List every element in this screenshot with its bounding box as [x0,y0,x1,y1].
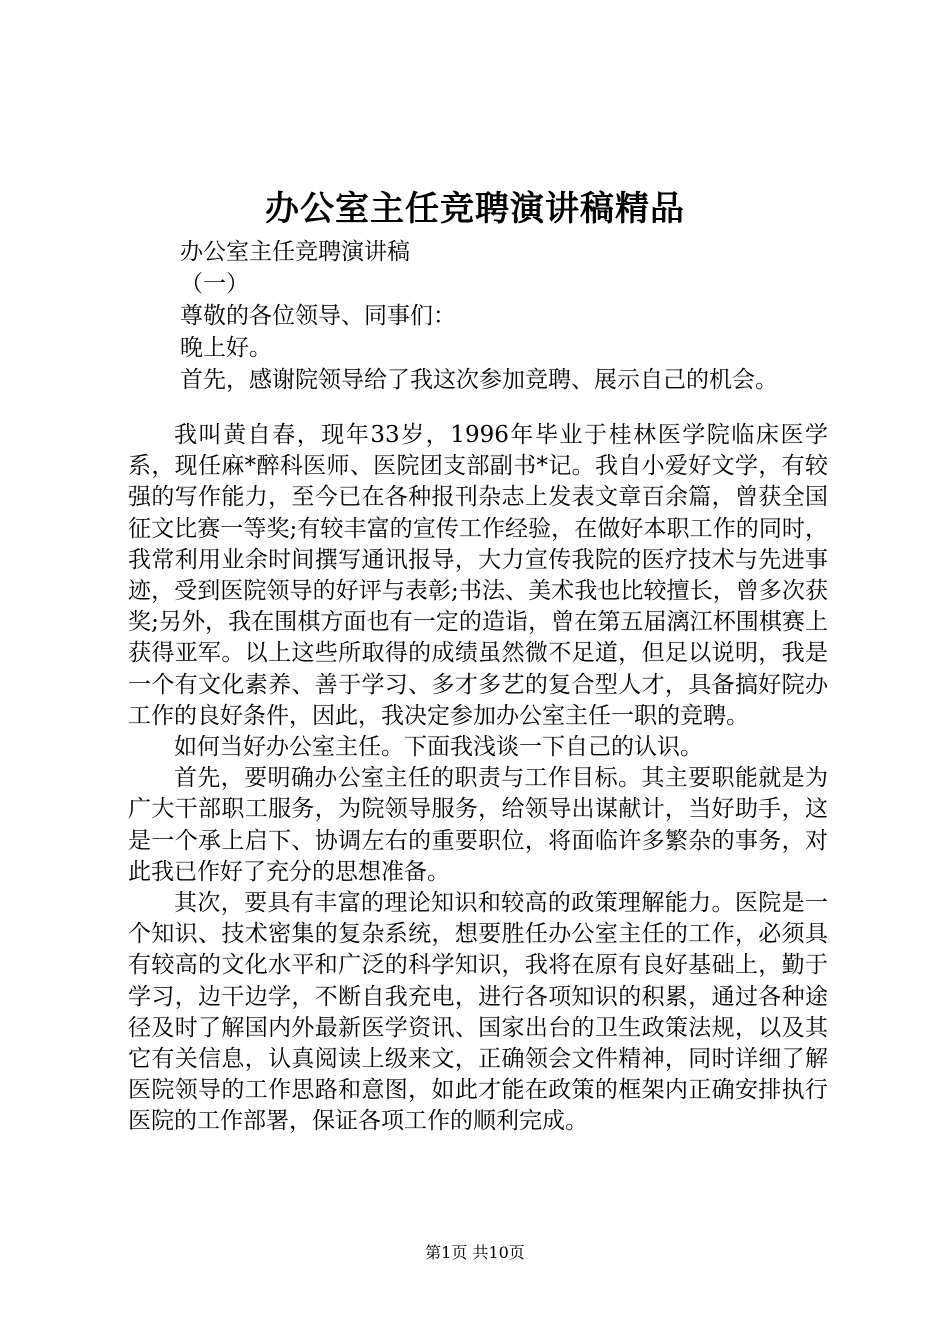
document-title: 办公室主任竞聘演讲稿精品 [265,189,685,229]
page-footer: 第1页 共10页 [425,1243,525,1262]
opening-lines [180,236,880,396]
paragraph-first-point: 首先，要明确办公室主任的职责与工作目标。其主要职能就是为广大干部职工服务，为院领导服务，给领导出谋献计，当好助手，这是一个承上启下、协调左右的重要职位，将面临许多繁杂的事务，对此我已作好了充分的思想准备。 [128,765,828,885]
subtitle-line: 办公室主任竞聘演讲稿 [180,239,410,265]
thanks-line: 首先，感谢院领导给了我这次参加竞聘、展示自己的机会。 [180,367,778,393]
salutation-line: 尊敬的各位领导、同事们： [180,303,456,329]
section-number-line: （一） [180,271,249,297]
body-text [128,420,828,1138]
greeting-line: 晚上好。 [180,335,272,361]
paragraph-second-point: 其次，要具有丰富的理论知识和较高的政策理解能力。医院是一个知识、技术密集的复杂系统，想要胜任办公室主任的工作，必须具有较高的文化水平和广泛的科学知识，我将在原有良好基础上，勤于学习，边干边学，不断自我充电，进行各项知识的积累，通过各种途径及时了解国内外最新医学资讯、国家出台的卫生政策法规，以及其它有关信息，认真阅读上级来文，正确领会文件精神，同时详细了解医院领导的工作思路和意图，如此才能在政策的框架内正确安排执行医院的工作部署，保证各项工作的顺利完成。 [128,890,828,1135]
paragraph-transition: 如何当好办公室主任。下面我浅谈一下自己的认识。 [174,734,703,761]
paragraph-introduction: 我叫黄自春，现年33岁，1996年毕业于桂林医学院临床医学系，现任麻*醉科医师、医院团支部副书*记。我自小爱好文学，有较强的写作能力，至今已在各种报刊杂志上发表文章百余篇，曾获全国征文比赛一等奖;有较丰富的宣传工作经验，在做好本职工作的同时，我常利用业余时间撰写通讯报导，大力宣传我院的医疗技术与先进事迹，受到医院领导的好评与表彰;书法、美术我也比较擅长，曾多次获奖;另外，我在围棋方面也有一定的造诣，曾在第五届漓江杯围棋赛上获得亚军。以上这些所取得的成绩虽然微不足道，但足以说明，我是一个有文化素养、善于学习、多才多艺的复合型人才，具备搞好院办工作的良好条件，因此，我决定参加办公室主任一职的竞聘。 [128,422,828,729]
